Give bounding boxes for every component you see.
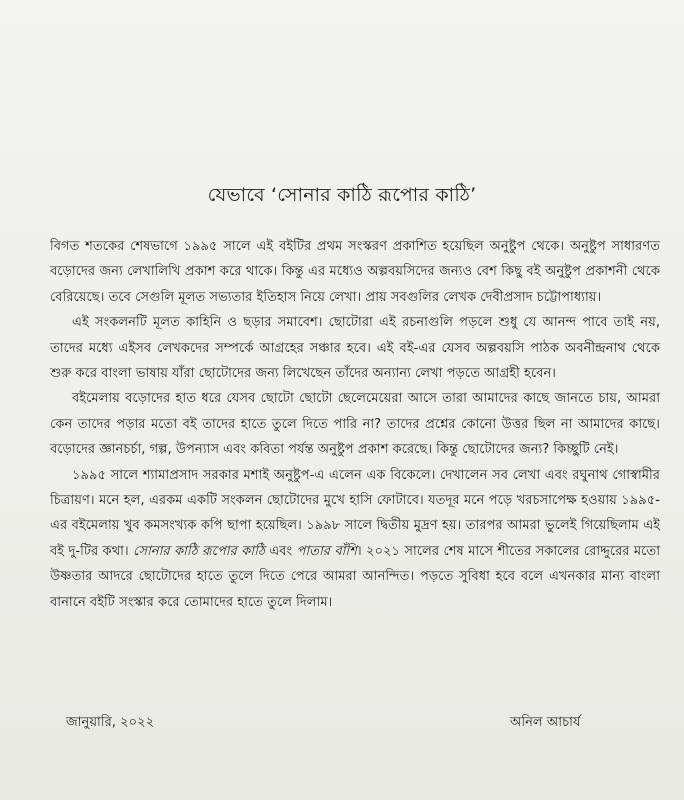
paragraph-1: বিগত শতকের শেষভাগে ১৯৯৫ সালে এই বইটির প্রথম সংস্করণ প্রকাশিত হয়েছিল অনুষ্টুপ থেকে। অনুষ্টুপ সাধারণত বড়োদের জন্য লেখালিখি প্রকাশ করে থাকে। কিন্তু এর মধ্যেও অল্পবয়সিদের জন্যও বেশ কিছু বই অনুষ্টুপ প্রকাশনী থেকে বেরিয়েছে। তবে সেগুলি মূলত সভ্যতার ইতিহাস নিয়ে লেখা। প্রায় সবগুলির লেখক দেবীপ্রসাদ চট্টোপাধ্যায়। — [50, 239, 660, 305]
preface-body — [50, 234, 660, 615]
page-title: যেভাবে ‘সোনার কাঠি রূপোর কাঠি’ — [207, 184, 477, 206]
author-signature: অনিল আচার্য — [510, 715, 581, 730]
paragraph-4 — [50, 463, 660, 615]
paragraph-3: বইমেলায় বড়োদের হাত ধরে যেসব ছোটো ছোটো ছেলেমেয়েরা আসে তারা আমাদের কাছে জানতে চায়, আমরা কেন তাদের পড়ার মতো বই তাদের হাতে তুলে দিতে পারি না? তাদের প্রশ্নের কোনো উত্তর ছিল না আমাদের কাছে। বড়োদের জ্ঞানচর্চা, গল্প, উপন্যাস এবং কবিতা পর্যন্ত অনুষ্টুপ প্রকাশ করেছে। কিন্তু ছোটোদের জন্য? কিচ্ছুটি নেই। — [50, 391, 660, 458]
paragraph-4-text-a: ১৯৯৫ সালে শ্যামাপ্রসাদ সরকার মশাই অনুষ্টুপ-এ এলেন এক বিকেলে। দেখালেন সব লেখা এবং রঘুনাথ গোস্বামীর চিত্রায়ণ। মনে হল, এরকম একটি সংকলন ছোটোদের মুখে হাসি ফোটাবে। যতদূর মনে পড়ে খরচসাপেক্ষ হওয়ায় ১৯৯৫-এর বইমেলায় খুব কমসংখ্যক কপি ছাপা হয়েছিল। ১৯৯৮ সালে দ্বিতীয় মুদ্রণ হয়। তারপর আমরা ভুলেই গিয়েছিলাম এই বই দু-টির কথা। — [50, 467, 660, 559]
book-title-patar-bashi: পাতার বাঁশি — [296, 543, 357, 559]
book-title-sonar-kathi: সোনার কাঠি রূপোর কাঠি — [133, 543, 265, 559]
paragraph-4-text-c: । ২০২১ সালের শেষ মাসে শীতের সকালের রোদ্দুরের মতো উষ্ণতার আদরে ছোটোদের হাতে তুলে দিতে পেরে আমরা আনন্দিত। পড়তে সুবিধা হবে বলে এখনকার মান্য বাংলা বানানে বইটি সংস্কার করে তোমাদের হাতে তুলে দিলাম। — [50, 543, 661, 610]
paragraph-4-text-b: এবং — [264, 543, 297, 559]
paragraph-2: এই সংকলনটি মূলত কাহিনি ও ছড়ার সমাবেশ। ছোটোরা এই রচনাগুলি পড়লে শুধু যে আনন্দ পাবে তাই নয়, তাদের মধ্যে এইসব লেখকদের সম্পর্কে আগ্রহের সঞ্চার হবে। এই বই-এর যেসব অল্পবয়সি পাঠক অবনীন্দ্রনাথ থেকে শুরু করে বাংলা ভাষায় যাঁরা ছোটোদের জন্য লিখেছেন তাঁদের অন্যান্য লেখা পড়তে আগ্রহী হবেন। — [50, 315, 660, 382]
date-line: জানুয়ারি, ২০২২ — [66, 715, 155, 730]
